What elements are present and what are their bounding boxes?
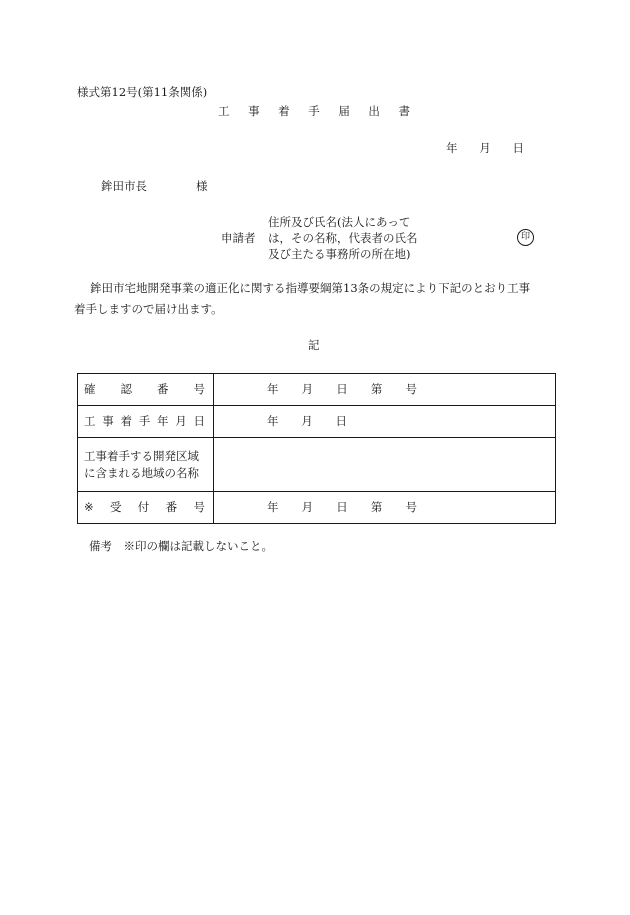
value-char: 号: [405, 382, 417, 396]
title-char: 届: [338, 104, 350, 118]
row-value-start-date[interactable]: [214, 406, 556, 438]
document-title: [218, 104, 410, 119]
label-char: 認: [120, 382, 132, 396]
label-char: 手: [138, 414, 151, 428]
row-label-area-name: [78, 438, 214, 492]
applicant-address-line: は，その名称，代表者の氏名: [268, 231, 418, 245]
row-value-receipt-number[interactable]: [214, 492, 556, 524]
value-char: 年: [267, 414, 279, 428]
row-label-start-date: [78, 406, 214, 438]
label-char: 日: [193, 414, 205, 428]
label-line: に含まれる地域の名称: [84, 465, 199, 480]
recipient-honorific: 様: [196, 179, 208, 193]
label-char: 番: [157, 382, 169, 396]
value-char: 日: [336, 382, 348, 396]
title-char: 工: [218, 104, 230, 118]
value-char: 年: [267, 500, 279, 514]
value-char: 日: [335, 414, 347, 428]
label-char: 月: [175, 414, 187, 428]
label-line: 工事着手する開発区域: [84, 448, 199, 463]
label-char: 工: [84, 414, 96, 428]
applicant-address-line: 住所及び氏名(法人にあって: [268, 215, 411, 229]
table-row: [78, 438, 556, 492]
label-char: 号: [193, 500, 205, 514]
date-day: 日: [512, 141, 524, 155]
label-char: 号: [193, 382, 205, 396]
row-label-receipt-number: [78, 492, 214, 524]
value-char: 月: [301, 414, 313, 428]
label-char: 着: [120, 414, 132, 428]
label-char: 付: [137, 500, 150, 514]
table-row: [78, 374, 556, 406]
table-row: [78, 492, 556, 524]
label-char: 年: [157, 414, 169, 428]
applicant-address-field: [268, 214, 418, 262]
table-row: [78, 406, 556, 438]
value-char: 月: [301, 382, 314, 396]
recipient: [101, 179, 208, 194]
body-text: [74, 278, 554, 320]
recipient-name: 鉾田市長: [101, 179, 147, 193]
label-char: 確: [84, 382, 96, 396]
title-char: 着: [278, 104, 290, 118]
value-char: 号: [405, 500, 417, 514]
row-value-area-name[interactable]: [214, 438, 556, 492]
body-text-line: 鉾田市宅地開発事業の適正化に関する指導要綱第13条の規定により下記のとおり工事: [90, 281, 531, 295]
row-value-confirmation-number[interactable]: [214, 374, 556, 406]
title-char: 書: [398, 104, 410, 118]
value-char: 日: [336, 500, 348, 514]
seal-mark: 印: [517, 229, 534, 246]
applicant-label: 申請者: [221, 231, 256, 245]
label-char: 受: [109, 500, 122, 514]
title-char: 事: [248, 104, 260, 118]
label-char: 事: [102, 414, 114, 428]
label-char: ※: [84, 500, 94, 514]
remarks-note: 備考 ※印の欄は記載しないこと。: [89, 539, 273, 553]
date-year: 年: [446, 141, 458, 155]
applicant-address-line: 及び主たる事務所の所在地): [268, 247, 411, 261]
submission-date: [446, 141, 524, 156]
title-char: 出: [368, 104, 380, 118]
value-char: 第: [370, 382, 383, 396]
value-char: 第: [370, 500, 383, 514]
value-char: 年: [267, 382, 279, 396]
body-text-line: 着手しますので届け出ます。: [74, 302, 223, 316]
row-label-confirmation-number: [78, 374, 214, 406]
date-month: 月: [479, 141, 491, 155]
form-number: 様式第12号(第11条関係): [77, 85, 208, 99]
details-table: [77, 373, 556, 524]
ki-heading: 記: [308, 338, 320, 352]
label-char: 番: [165, 500, 178, 514]
title-char: 手: [308, 104, 320, 118]
value-char: 月: [301, 500, 314, 514]
